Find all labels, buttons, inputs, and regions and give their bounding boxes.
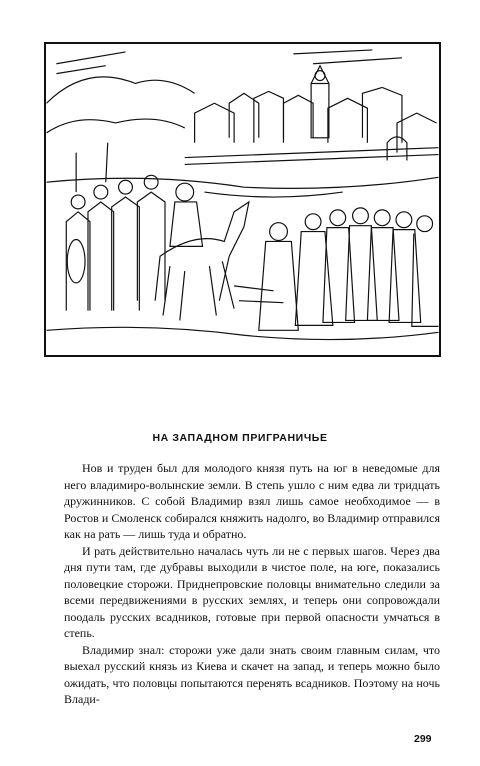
woodcut-drawing xyxy=(46,44,439,355)
woodcut-illustration xyxy=(44,42,441,357)
section-heading: НА ЗАПАДНОМ ПРИГРАНИЧЬЕ xyxy=(152,432,328,444)
paragraph: Владимир знал: сторожи уже дали знать своим главным силам, что выехал русский князь из Киева и скачет на запад, и теперь можно было ожидать, что половцы попытаются перенять всадников. Поэтому на ночь Влади- xyxy=(64,642,440,706)
body-text xyxy=(64,460,440,708)
paragraph: И рать действительно началась чуть ли не с первых шагов. Через два дня пути там, где дубравы выходили в чистое поле, на юге, показались половецкие сторожи. Приднепровские половцы внимательно следили за всеми передвижениями в русских землях, и теперь они сопровождали поодаль русских всадников, готовые при первой опасности умчаться в степь. xyxy=(64,543,440,640)
paragraph: Нов и труден был для молодого князя путь на юг в неведомые для него владимиро-волынские земли. В степь ушло с ним едва ли тридцать дружинников. С собой Владимир взял лишь самое необходимое — в Ростов и Смоленск собирался княжить надолго, во Владимир отправился как на рать — лишь туда и обратно. xyxy=(64,461,440,541)
page-number: 299 xyxy=(414,733,432,745)
